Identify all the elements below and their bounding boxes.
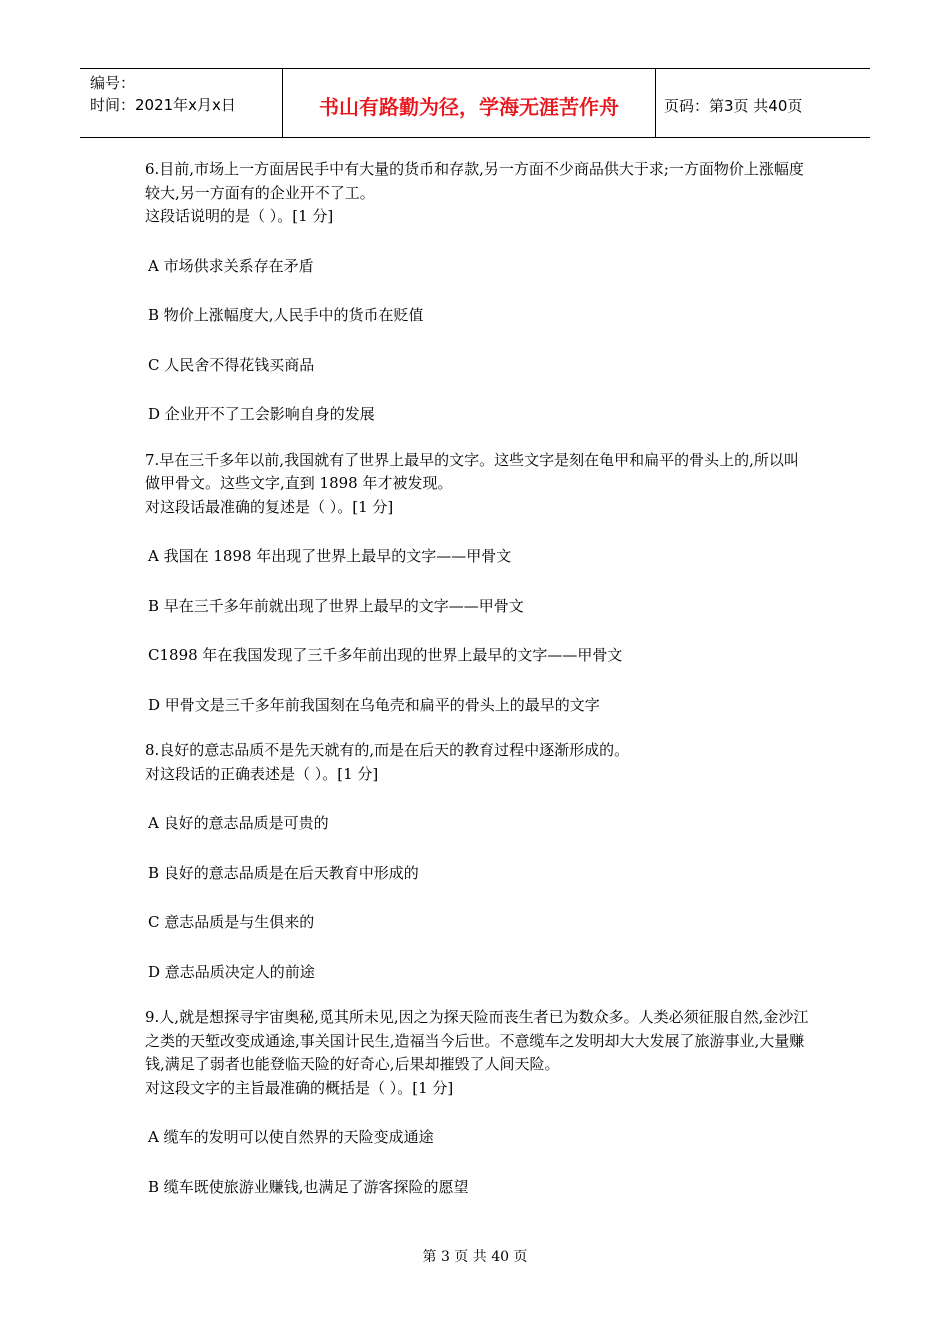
header-motto-cell <box>283 69 656 137</box>
option-b: B 物价上涨幅度大,人民手中的货币在贬值 <box>148 306 424 324</box>
question-prompt: 这段话说明的是（ ）。[1 分] <box>145 207 334 225</box>
question-prompt: 对这段文字的主旨最准确的概括是（ ）。[1 分] <box>145 1078 454 1097</box>
option-b: B 良好的意志品质是在后天教育中形成的 <box>148 863 419 882</box>
option-a: A 市场供求关系存在矛盾 <box>148 256 314 275</box>
option-c: C1898 年在我国发现了三千多年前出现的世界上最早的文字——甲骨文 <box>148 646 623 664</box>
option-a: A 缆车的发明可以使自然界的天险变成通途 <box>148 1128 434 1146</box>
number-label: 编号： <box>90 74 136 92</box>
question-7 <box>145 449 813 740</box>
question-prompt: 对这段话最准确的复述是（ ）。[1 分] <box>145 497 394 516</box>
motto-text: 书山有路勤为径，学海无涯苦作舟 <box>319 94 619 119</box>
option-b: B 早在三千多年前就出现了世界上最早的文字——甲骨文 <box>148 596 524 615</box>
question-8 <box>145 739 813 1006</box>
question-9 <box>145 1006 813 1199</box>
option-d: D 企业开不了工会影响自身的发展 <box>148 405 375 423</box>
option-d: D 甲骨文是三千多年前我国刻在乌龟壳和扁平的骨头上的最早的文字 <box>148 695 600 714</box>
option-b: B 缆车既使旅游业赚钱,也满足了游客探险的愿望 <box>148 1177 469 1196</box>
page-footer <box>0 1246 950 1266</box>
question-stem: 7.早在三千多年以前,我国就有了世界上最早的文字。这些文字是刻在龟甲和扁平的骨头上的,所以叫做甲骨文。这些文字,直到 1898 年才被发现。 <box>145 450 799 492</box>
header-table <box>80 68 870 138</box>
question-stem: 9.人,就是想探寻宇宙奥秘,觅其所未见,因之为探天险而丧生者已为数众多。人类必须征服自然,金沙江之类的天堑改变成通途,事关国计民生,造福当今后世。不意缆车之发明却大大发展了旅游事业,大量赚钱,满足了弱者也能登临天险的好奇心,后果却摧毁了人间天险。 <box>145 1008 809 1073</box>
option-d: D 意志品质决定人的前途 <box>148 962 315 981</box>
footer-page-text: 第 3 页 共 40 页 <box>422 1249 528 1265</box>
question-6 <box>145 158 813 449</box>
question-prompt: 对这段话的正确表述是（ ）。[1 分] <box>145 764 379 783</box>
question-list <box>145 158 813 1199</box>
question-stem: 6.目前,市场上一方面居民手中有大量的货币和存款,另一方面不少商品供大于求;一方面物价上涨幅度较大,另一方面有的企业开不了工。 <box>145 160 804 202</box>
question-stem: 8.良好的意志品质不是先天就有的,而是在后天的教育过程中逐渐形成的。 <box>145 741 630 759</box>
option-c: C 意志品质是与生俱来的 <box>148 913 315 931</box>
header-meta-cell <box>80 69 283 137</box>
option-c: C 人民舍不得花钱买商品 <box>148 355 315 374</box>
page-info: 页码：第3页 共40页 <box>664 96 803 115</box>
header-page-cell <box>656 69 870 137</box>
option-a: A 良好的意志品质是可贵的 <box>148 814 329 832</box>
time-label: 时间：2021年x月x日 <box>90 96 236 114</box>
option-a: A 我国在 1898 年出现了世界上最早的文字——甲骨文 <box>148 547 512 565</box>
